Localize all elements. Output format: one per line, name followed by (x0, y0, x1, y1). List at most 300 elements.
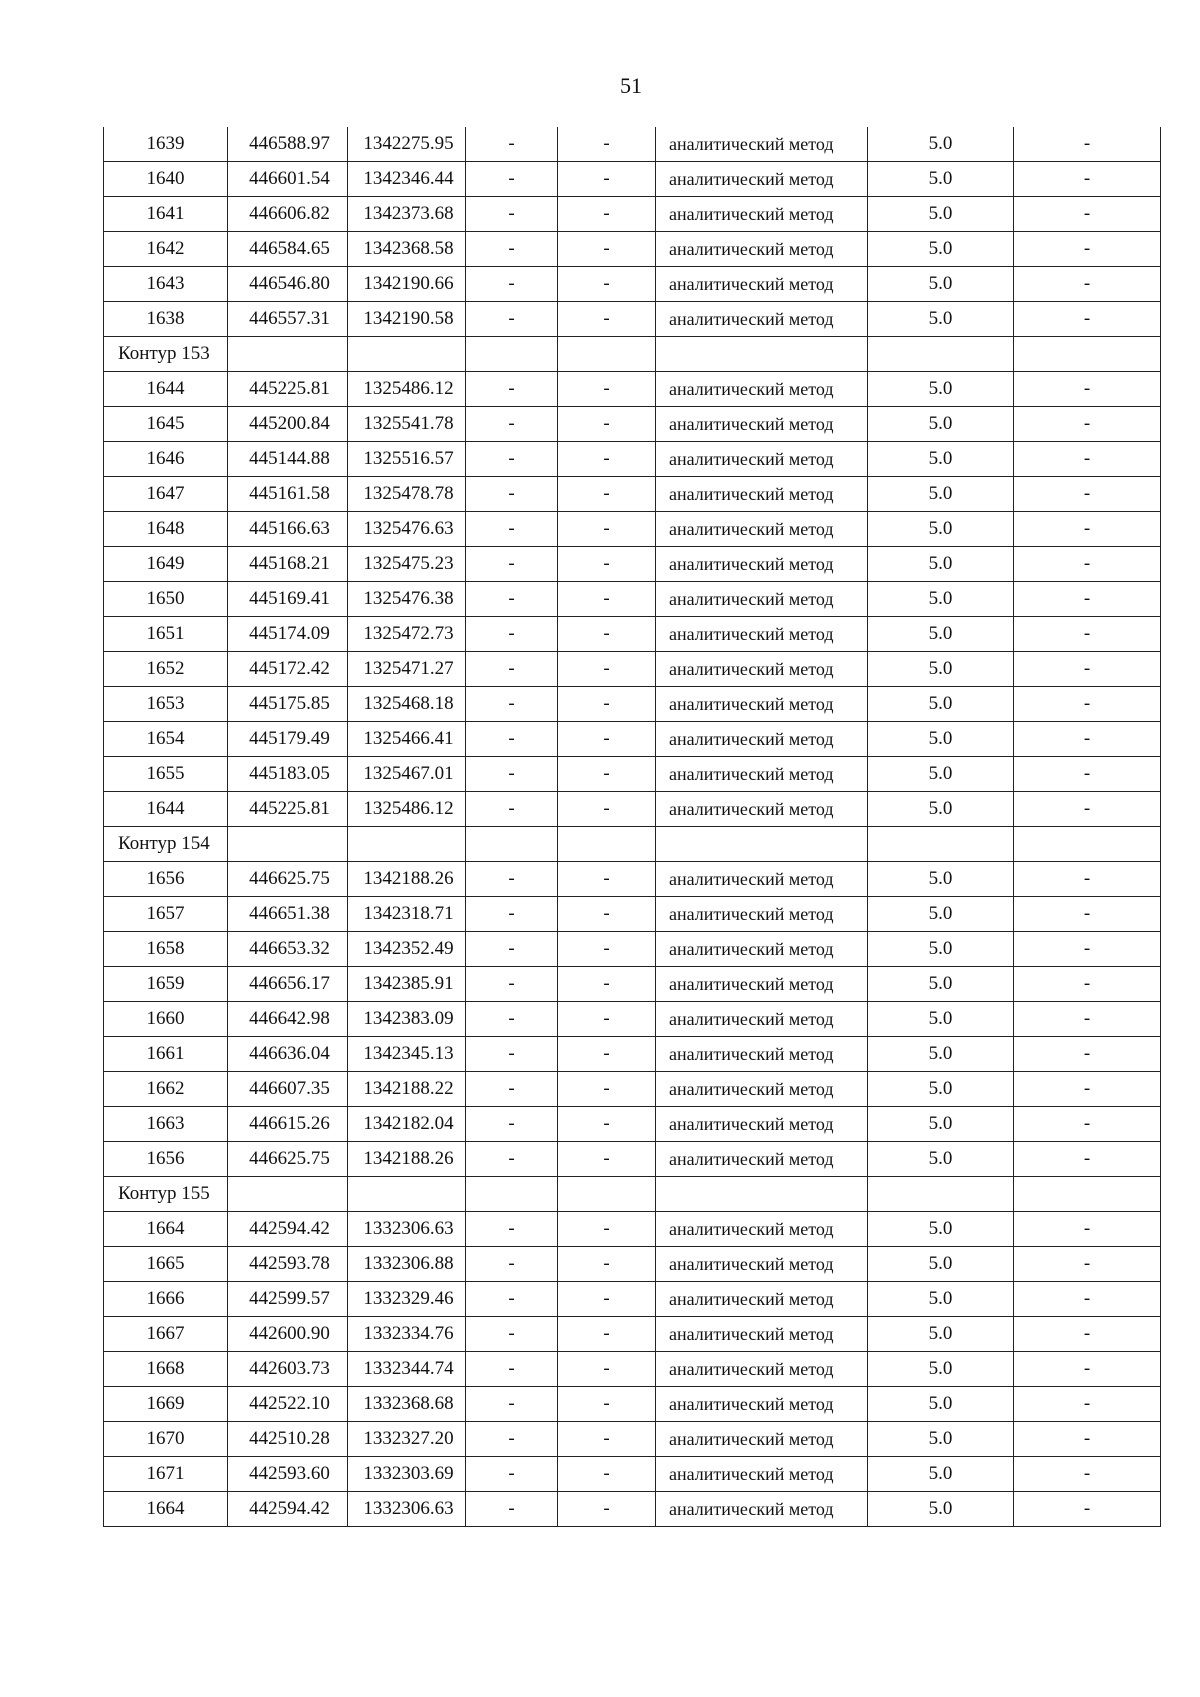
empty-cell (558, 1177, 656, 1212)
point-number-cell: 1652 (104, 652, 228, 687)
description-cell: - (1014, 127, 1161, 162)
x-coordinate-cell: 445175.85 (228, 687, 348, 722)
description-cell: - (1014, 967, 1161, 1002)
accuracy-cell: 5.0 (868, 1072, 1014, 1107)
dash-cell-2: - (558, 617, 656, 652)
accuracy-cell: 5.0 (868, 512, 1014, 547)
method-cell: аналитический метод (656, 512, 868, 547)
dash-cell-2: - (558, 687, 656, 722)
contour-label: Контур 154 (104, 827, 228, 862)
accuracy-cell: 5.0 (868, 232, 1014, 267)
description-cell: - (1014, 232, 1161, 267)
accuracy-cell: 5.0 (868, 1492, 1014, 1527)
empty-cell (466, 337, 558, 372)
point-number-cell: 1660 (104, 1002, 228, 1037)
point-number-cell: 1658 (104, 932, 228, 967)
method-cell: аналитический метод (656, 547, 868, 582)
dash-cell-2: - (558, 162, 656, 197)
x-coordinate-cell: 442510.28 (228, 1422, 348, 1457)
description-cell: - (1014, 582, 1161, 617)
dash-cell-1: - (466, 302, 558, 337)
accuracy-cell: 5.0 (868, 1422, 1014, 1457)
accuracy-cell: 5.0 (868, 1037, 1014, 1072)
point-number-cell: 1661 (104, 1037, 228, 1072)
y-coordinate-cell: 1325476.38 (348, 582, 466, 617)
y-coordinate-cell: 1342190.66 (348, 267, 466, 302)
dash-cell-1: - (466, 267, 558, 302)
dash-cell-1: - (466, 897, 558, 932)
x-coordinate-cell: 445168.21 (228, 547, 348, 582)
table-row (104, 512, 1161, 547)
accuracy-cell: 5.0 (868, 477, 1014, 512)
y-coordinate-cell: 1325472.73 (348, 617, 466, 652)
table-row (104, 372, 1161, 407)
dash-cell-2: - (558, 1142, 656, 1177)
description-cell: - (1014, 1317, 1161, 1352)
description-cell: - (1014, 407, 1161, 442)
x-coordinate-cell: 445166.63 (228, 512, 348, 547)
y-coordinate-cell: 1332334.76 (348, 1317, 466, 1352)
dash-cell-2: - (558, 442, 656, 477)
dash-cell-2: - (558, 1107, 656, 1142)
point-number-cell: 1650 (104, 582, 228, 617)
y-coordinate-cell: 1342352.49 (348, 932, 466, 967)
description-cell: - (1014, 267, 1161, 302)
y-coordinate-cell: 1342383.09 (348, 1002, 466, 1037)
description-cell: - (1014, 617, 1161, 652)
y-coordinate-cell: 1325478.78 (348, 477, 466, 512)
x-coordinate-cell: 442594.42 (228, 1492, 348, 1527)
description-cell: - (1014, 1247, 1161, 1282)
point-number-cell: 1651 (104, 617, 228, 652)
x-coordinate-cell: 446546.80 (228, 267, 348, 302)
method-cell: аналитический метод (656, 267, 868, 302)
dash-cell-2: - (558, 1247, 656, 1282)
accuracy-cell: 5.0 (868, 1352, 1014, 1387)
point-number-cell: 1640 (104, 162, 228, 197)
dash-cell-1: - (466, 792, 558, 827)
y-coordinate-cell: 1332344.74 (348, 1352, 466, 1387)
method-cell: аналитический метод (656, 967, 868, 1002)
description-cell: - (1014, 1282, 1161, 1317)
table-row (104, 967, 1161, 1002)
dash-cell-1: - (466, 1002, 558, 1037)
description-cell: - (1014, 792, 1161, 827)
point-number-cell: 1639 (104, 127, 228, 162)
empty-cell (1014, 337, 1161, 372)
x-coordinate-cell: 446651.38 (228, 897, 348, 932)
method-cell: аналитический метод (656, 687, 868, 722)
table-row (104, 232, 1161, 267)
y-coordinate-cell: 1325475.23 (348, 547, 466, 582)
page-number: 51 (620, 73, 642, 98)
empty-cell (558, 827, 656, 862)
accuracy-cell: 5.0 (868, 792, 1014, 827)
x-coordinate-cell: 446625.75 (228, 1142, 348, 1177)
dash-cell-1: - (466, 862, 558, 897)
dash-cell-2: - (558, 652, 656, 687)
dash-cell-2: - (558, 1422, 656, 1457)
empty-cell (466, 1177, 558, 1212)
method-cell: аналитический метод (656, 442, 868, 477)
method-cell: аналитический метод (656, 407, 868, 442)
table-row (104, 477, 1161, 512)
dash-cell-1: - (466, 1247, 558, 1282)
table-body (104, 127, 1161, 1527)
table-row (104, 687, 1161, 722)
table-row (104, 267, 1161, 302)
dash-cell-2: - (558, 127, 656, 162)
point-number-cell: 1664 (104, 1212, 228, 1247)
method-cell: аналитический метод (656, 617, 868, 652)
method-cell: аналитический метод (656, 1107, 868, 1142)
y-coordinate-cell: 1332306.88 (348, 1247, 466, 1282)
table-row (104, 1247, 1161, 1282)
dash-cell-1: - (466, 1422, 558, 1457)
point-number-cell: 1638 (104, 302, 228, 337)
method-cell: аналитический метод (656, 582, 868, 617)
description-cell: - (1014, 197, 1161, 232)
table-row (104, 722, 1161, 757)
y-coordinate-cell: 1342188.22 (348, 1072, 466, 1107)
empty-cell (868, 827, 1014, 862)
accuracy-cell: 5.0 (868, 582, 1014, 617)
x-coordinate-cell: 445172.42 (228, 652, 348, 687)
method-cell: аналитический метод (656, 1002, 868, 1037)
table-row (104, 302, 1161, 337)
accuracy-cell: 5.0 (868, 652, 1014, 687)
table-row (104, 1422, 1161, 1457)
description-cell: - (1014, 162, 1161, 197)
dash-cell-1: - (466, 162, 558, 197)
description-cell: - (1014, 897, 1161, 932)
dash-cell-2: - (558, 197, 656, 232)
y-coordinate-cell: 1342368.58 (348, 232, 466, 267)
dash-cell-2: - (558, 1457, 656, 1492)
point-number-cell: 1662 (104, 1072, 228, 1107)
dash-cell-1: - (466, 407, 558, 442)
description-cell: - (1014, 372, 1161, 407)
point-number-cell: 1653 (104, 687, 228, 722)
point-number-cell: 1656 (104, 862, 228, 897)
method-cell: аналитический метод (656, 302, 868, 337)
dash-cell-1: - (466, 1457, 558, 1492)
method-cell: аналитический метод (656, 1457, 868, 1492)
table-row (104, 162, 1161, 197)
empty-cell (348, 827, 466, 862)
description-cell: - (1014, 1492, 1161, 1527)
table-row (104, 1212, 1161, 1247)
dash-cell-1: - (466, 687, 558, 722)
point-number-cell: 1655 (104, 757, 228, 792)
point-number-cell: 1663 (104, 1107, 228, 1142)
x-coordinate-cell: 445225.81 (228, 372, 348, 407)
point-number-cell: 1670 (104, 1422, 228, 1457)
empty-cell (228, 337, 348, 372)
description-cell: - (1014, 1107, 1161, 1142)
point-number-cell: 1647 (104, 477, 228, 512)
x-coordinate-cell: 442599.57 (228, 1282, 348, 1317)
dash-cell-2: - (558, 722, 656, 757)
y-coordinate-cell: 1325516.57 (348, 442, 466, 477)
accuracy-cell: 5.0 (868, 1142, 1014, 1177)
x-coordinate-cell: 445225.81 (228, 792, 348, 827)
description-cell: - (1014, 1142, 1161, 1177)
dash-cell-2: - (558, 302, 656, 337)
contour-header-row (104, 827, 1161, 862)
dash-cell-1: - (466, 652, 558, 687)
dash-cell-2: - (558, 512, 656, 547)
x-coordinate-cell: 446642.98 (228, 1002, 348, 1037)
point-number-cell: 1649 (104, 547, 228, 582)
method-cell: аналитический метод (656, 232, 868, 267)
x-coordinate-cell: 446588.97 (228, 127, 348, 162)
method-cell: аналитический метод (656, 757, 868, 792)
point-number-cell: 1641 (104, 197, 228, 232)
y-coordinate-cell: 1342188.26 (348, 1142, 466, 1177)
description-cell: - (1014, 1002, 1161, 1037)
accuracy-cell: 5.0 (868, 687, 1014, 722)
description-cell: - (1014, 1352, 1161, 1387)
x-coordinate-cell: 442600.90 (228, 1317, 348, 1352)
x-coordinate-cell: 442593.78 (228, 1247, 348, 1282)
y-coordinate-cell: 1342182.04 (348, 1107, 466, 1142)
y-coordinate-cell: 1325476.63 (348, 512, 466, 547)
accuracy-cell: 5.0 (868, 442, 1014, 477)
description-cell: - (1014, 442, 1161, 477)
accuracy-cell: 5.0 (868, 267, 1014, 302)
point-number-cell: 1654 (104, 722, 228, 757)
point-number-cell: 1646 (104, 442, 228, 477)
empty-cell (228, 827, 348, 862)
method-cell: аналитический метод (656, 1352, 868, 1387)
dash-cell-1: - (466, 617, 558, 652)
dash-cell-1: - (466, 757, 558, 792)
point-number-cell: 1664 (104, 1492, 228, 1527)
accuracy-cell: 5.0 (868, 1457, 1014, 1492)
method-cell: аналитический метод (656, 1492, 868, 1527)
y-coordinate-cell: 1342318.71 (348, 897, 466, 932)
y-coordinate-cell: 1332329.46 (348, 1282, 466, 1317)
x-coordinate-cell: 445179.49 (228, 722, 348, 757)
method-cell: аналитический метод (656, 1247, 868, 1282)
y-coordinate-cell: 1332368.68 (348, 1387, 466, 1422)
y-coordinate-cell: 1342188.26 (348, 862, 466, 897)
point-number-cell: 1648 (104, 512, 228, 547)
accuracy-cell: 5.0 (868, 372, 1014, 407)
dash-cell-1: - (466, 1492, 558, 1527)
description-cell: - (1014, 1422, 1161, 1457)
point-number-cell: 1657 (104, 897, 228, 932)
dash-cell-1: - (466, 127, 558, 162)
empty-cell (348, 1177, 466, 1212)
description-cell: - (1014, 722, 1161, 757)
y-coordinate-cell: 1332306.63 (348, 1492, 466, 1527)
description-cell: - (1014, 1037, 1161, 1072)
empty-cell (1014, 827, 1161, 862)
table-row (104, 1107, 1161, 1142)
description-cell: - (1014, 1387, 1161, 1422)
dash-cell-2: - (558, 582, 656, 617)
dash-cell-1: - (466, 582, 558, 617)
table-row (104, 1282, 1161, 1317)
table-row (104, 1457, 1161, 1492)
dash-cell-1: - (466, 967, 558, 1002)
table-row (104, 407, 1161, 442)
accuracy-cell: 5.0 (868, 897, 1014, 932)
x-coordinate-cell: 446636.04 (228, 1037, 348, 1072)
empty-cell (656, 1177, 868, 1212)
table-row (104, 1037, 1161, 1072)
dash-cell-2: - (558, 1002, 656, 1037)
y-coordinate-cell: 1342373.68 (348, 197, 466, 232)
dash-cell-1: - (466, 1317, 558, 1352)
method-cell: аналитический метод (656, 162, 868, 197)
accuracy-cell: 5.0 (868, 1212, 1014, 1247)
method-cell: аналитический метод (656, 127, 868, 162)
description-cell: - (1014, 512, 1161, 547)
point-number-cell: 1644 (104, 372, 228, 407)
point-number-cell: 1666 (104, 1282, 228, 1317)
method-cell: аналитический метод (656, 897, 868, 932)
x-coordinate-cell: 446557.31 (228, 302, 348, 337)
x-coordinate-cell: 445200.84 (228, 407, 348, 442)
point-number-cell: 1643 (104, 267, 228, 302)
description-cell: - (1014, 477, 1161, 512)
table-row (104, 792, 1161, 827)
accuracy-cell: 5.0 (868, 757, 1014, 792)
dash-cell-1: - (466, 372, 558, 407)
method-cell: аналитический метод (656, 1212, 868, 1247)
dash-cell-2: - (558, 477, 656, 512)
point-number-cell: 1669 (104, 1387, 228, 1422)
accuracy-cell: 5.0 (868, 302, 1014, 337)
empty-cell (558, 337, 656, 372)
dash-cell-2: - (558, 1072, 656, 1107)
dash-cell-2: - (558, 232, 656, 267)
accuracy-cell: 5.0 (868, 862, 1014, 897)
y-coordinate-cell: 1342385.91 (348, 967, 466, 1002)
accuracy-cell: 5.0 (868, 722, 1014, 757)
y-coordinate-cell: 1325468.18 (348, 687, 466, 722)
accuracy-cell: 5.0 (868, 407, 1014, 442)
accuracy-cell: 5.0 (868, 127, 1014, 162)
contour-header-row (104, 1177, 1161, 1212)
method-cell: аналитический метод (656, 1387, 868, 1422)
y-coordinate-cell: 1332306.63 (348, 1212, 466, 1247)
table-row (104, 617, 1161, 652)
accuracy-cell: 5.0 (868, 197, 1014, 232)
description-cell: - (1014, 302, 1161, 337)
dash-cell-2: - (558, 757, 656, 792)
point-number-cell: 1667 (104, 1317, 228, 1352)
dash-cell-1: - (466, 1352, 558, 1387)
x-coordinate-cell: 445144.88 (228, 442, 348, 477)
method-cell: аналитический метод (656, 1037, 868, 1072)
empty-cell (1014, 1177, 1161, 1212)
description-cell: - (1014, 687, 1161, 722)
x-coordinate-cell: 446601.54 (228, 162, 348, 197)
dash-cell-2: - (558, 1387, 656, 1422)
dash-cell-2: - (558, 547, 656, 582)
dash-cell-2: - (558, 862, 656, 897)
x-coordinate-cell: 445161.58 (228, 477, 348, 512)
table-row (104, 897, 1161, 932)
table-row (104, 197, 1161, 232)
dash-cell-2: - (558, 792, 656, 827)
y-coordinate-cell: 1325467.01 (348, 757, 466, 792)
dash-cell-1: - (466, 547, 558, 582)
method-cell: аналитический метод (656, 792, 868, 827)
y-coordinate-cell: 1325541.78 (348, 407, 466, 442)
method-cell: аналитический метод (656, 862, 868, 897)
dash-cell-2: - (558, 1282, 656, 1317)
dash-cell-2: - (558, 267, 656, 302)
method-cell: аналитический метод (656, 1072, 868, 1107)
table-row (104, 442, 1161, 477)
table-row (104, 757, 1161, 792)
description-cell: - (1014, 547, 1161, 582)
dash-cell-1: - (466, 1282, 558, 1317)
method-cell: аналитический метод (656, 197, 868, 232)
dash-cell-2: - (558, 1352, 656, 1387)
y-coordinate-cell: 1325471.27 (348, 652, 466, 687)
x-coordinate-cell: 445174.09 (228, 617, 348, 652)
point-number-cell: 1671 (104, 1457, 228, 1492)
point-number-cell: 1645 (104, 407, 228, 442)
x-coordinate-cell: 442603.73 (228, 1352, 348, 1387)
empty-cell (466, 827, 558, 862)
x-coordinate-cell: 446653.32 (228, 932, 348, 967)
point-number-cell: 1644 (104, 792, 228, 827)
accuracy-cell: 5.0 (868, 1282, 1014, 1317)
dash-cell-1: - (466, 1142, 558, 1177)
description-cell: - (1014, 862, 1161, 897)
point-number-cell: 1659 (104, 967, 228, 1002)
dash-cell-2: - (558, 372, 656, 407)
x-coordinate-cell: 445183.05 (228, 757, 348, 792)
point-number-cell: 1656 (104, 1142, 228, 1177)
contour-label: Контур 155 (104, 1177, 228, 1212)
description-cell: - (1014, 932, 1161, 967)
dash-cell-1: - (466, 1107, 558, 1142)
dash-cell-2: - (558, 932, 656, 967)
table-row (104, 1352, 1161, 1387)
x-coordinate-cell: 442522.10 (228, 1387, 348, 1422)
x-coordinate-cell: 446607.35 (228, 1072, 348, 1107)
y-coordinate-cell: 1325466.41 (348, 722, 466, 757)
y-coordinate-cell: 1342275.95 (348, 127, 466, 162)
x-coordinate-cell: 446656.17 (228, 967, 348, 1002)
empty-cell (868, 1177, 1014, 1212)
method-cell: аналитический метод (656, 932, 868, 967)
table-row (104, 127, 1161, 162)
dash-cell-2: - (558, 1212, 656, 1247)
point-number-cell: 1668 (104, 1352, 228, 1387)
table-row (104, 582, 1161, 617)
coordinates-table (103, 127, 1161, 1527)
dash-cell-1: - (466, 442, 558, 477)
y-coordinate-cell: 1342346.44 (348, 162, 466, 197)
dash-cell-1: - (466, 197, 558, 232)
x-coordinate-cell: 442594.42 (228, 1212, 348, 1247)
table-row (104, 1072, 1161, 1107)
table-row (104, 862, 1161, 897)
accuracy-cell: 5.0 (868, 1107, 1014, 1142)
empty-cell (656, 337, 868, 372)
method-cell: аналитический метод (656, 1142, 868, 1177)
table-row (104, 1142, 1161, 1177)
